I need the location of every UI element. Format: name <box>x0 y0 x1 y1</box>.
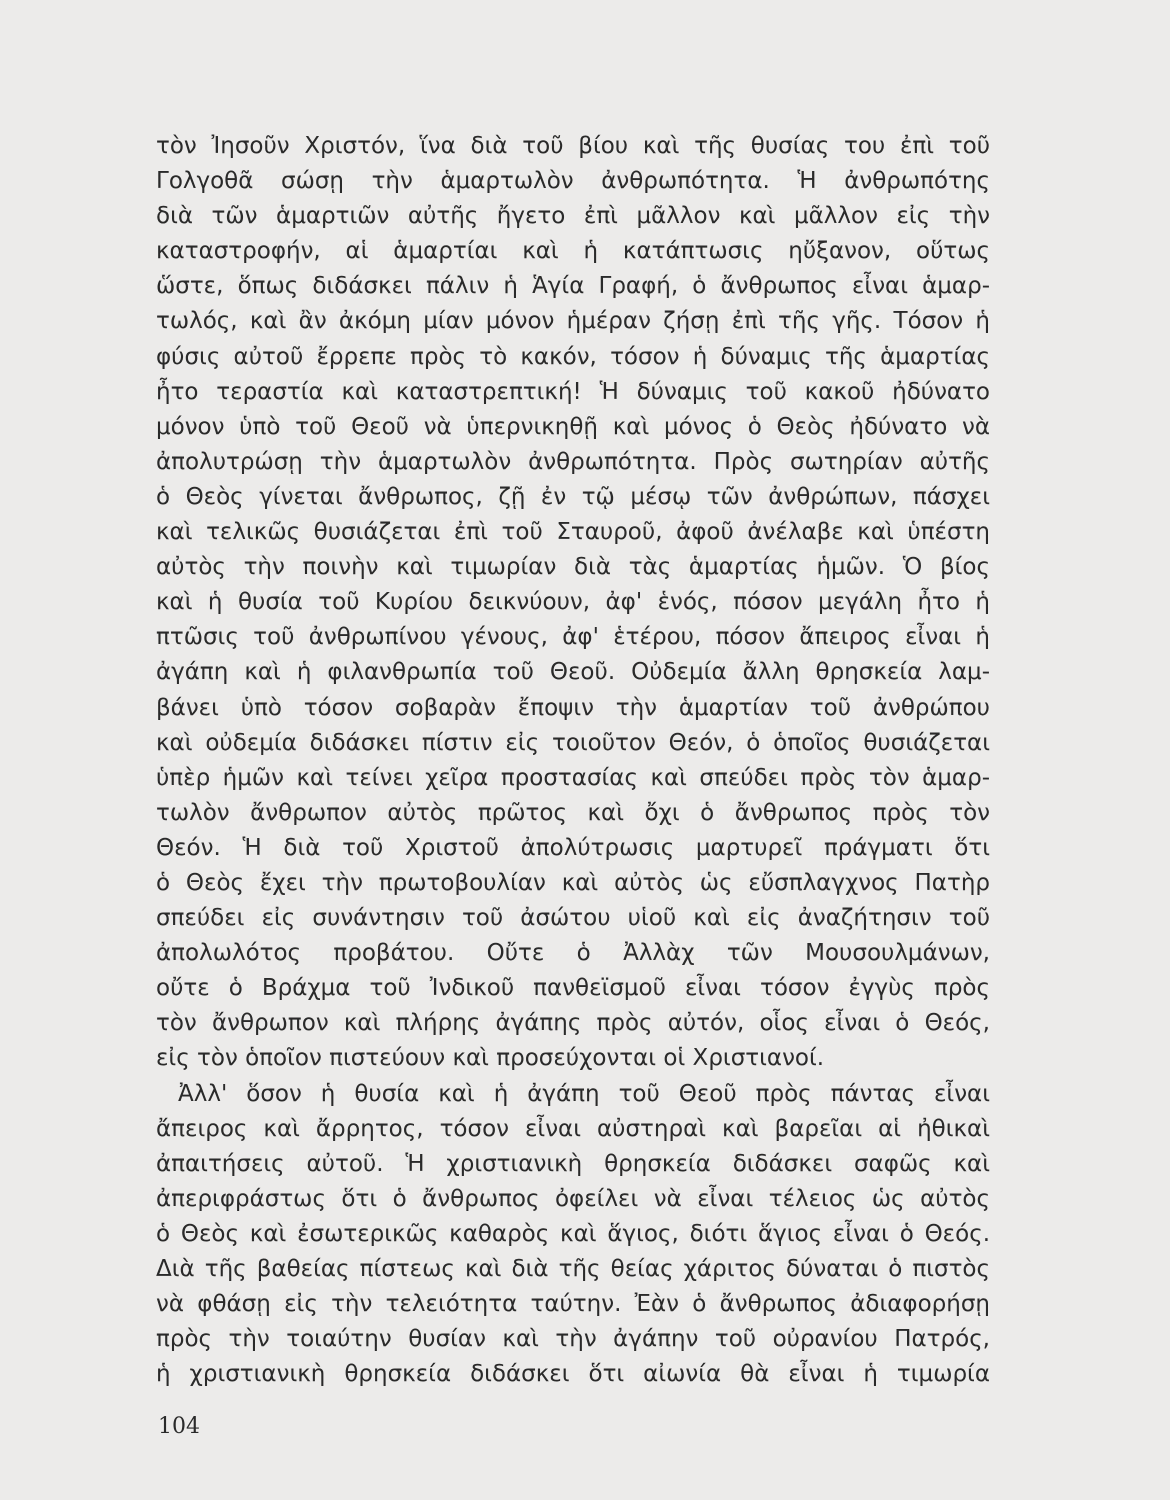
text-line: πτῶσις τοῦ ἀνθρωπίνου γένους, ἀφ' ἑτέρου, πόσον ἄπειρος εἶναι ἡ <box>156 624 990 651</box>
text-line: καταστροφήν, αἱ ἁμαρτίαι καὶ ἡ κατάπτωσις ηὔξανον, οὕτως <box>156 238 990 265</box>
text-line: πρὸς τὴν τοιαύτην θυσίαν καὶ τὴν ἀγάπην τοῦ οὐρανίου Πατρός, <box>156 1326 990 1353</box>
text-line: ὁ Θεὸς καὶ ἐσωτερικῶς καθαρὸς καὶ ἅγιος, διότι ἅγιος εἶναι ὁ Θεός. <box>156 1220 990 1247</box>
text-line: ὁ Θεὸς ἔχει τὴν πρωτοβουλίαν καὶ αὐτὸς ὡς εὔσπλαγχνος Πατὴρ <box>156 869 990 896</box>
text-line: αὐτὸς τὴν ποινὴν καὶ τιμωρίαν διὰ τὰς ἁμαρτίας ἡμῶν. Ὁ βίος <box>156 554 990 581</box>
text-line: καὶ τελικῶς θυσιάζεται ἐπὶ τοῦ Σταυροῦ, ἀφοῦ ἀνέλαβε καὶ ὑπέστη <box>156 519 990 546</box>
text-line: ἀπολυτρώσῃ τὴν ἁμαρτωλὸν ἀνθρωπότητα. Πρὸς σωτηρίαν αὐτῆς <box>156 448 990 475</box>
text-line: Διὰ τῆς βαθείας πίστεως καὶ διὰ τῆς θείας χάριτος δύναται ὁ πιστὸς <box>156 1256 990 1282</box>
text-line: καὶ ἡ θυσία τοῦ Κυρίου δεικνύουν, ἀφ' ἑνός, πόσον μεγάλη ἦτο ἡ <box>156 589 990 616</box>
text-line: ὑπὲρ ἡμῶν καὶ τείνει χεῖρα προστασίας καὶ σπεύδει πρὸς τὸν ἁμαρ- <box>156 764 990 791</box>
text-line: τωλός, καὶ ἂν ἀκόμη μίαν μόνον ἡμέραν ζήσῃ ἐπὶ τῆς γῆς. Τόσον ἡ <box>156 308 990 335</box>
text-line: σπεύδει εἰς συνάντησιν τοῦ ἀσώτου υἱοῦ καὶ εἰς ἀναζήτησιν τοῦ <box>156 905 990 932</box>
text-line: τωλὸν ἄνθρωπον αὐτὸς πρῶτος καὶ ὄχι ὁ ἄνθρωπος πρὸς τὸν <box>156 799 990 826</box>
text-line: ὁ Θεὸς γίνεται ἄνθρωπος, ζῇ ἐν τῷ μέσῳ τῶν ἀνθρώπων, πάσχει <box>156 483 990 510</box>
text-line: μόνον ὑπὸ τοῦ Θεοῦ νὰ ὑπερνικηθῇ καὶ μόνος ὁ Θεὸς ἠδύνατο νὰ <box>156 413 990 440</box>
text-line: ὥστε, ὅπως διδάσκει πάλιν ἡ Ἁγία Γραφή, ὁ ἄνθρωπος εἶναι ἁμαρ- <box>156 273 990 300</box>
text-line: ἀγάπη καὶ ἡ φιλανθρωπία τοῦ Θεοῦ. Οὐδεμία ἄλλη θρησκεία λαμ- <box>156 659 990 686</box>
text-line: βάνει ὑπὸ τόσον σοβαρὰν ἔποψιν τὴν ἁμαρτίαν τοῦ ἀνθρώπου <box>156 694 990 721</box>
text-line: οὔτε ὁ Βράχμα τοῦ Ἰνδικοῦ πανθεϊσμοῦ εἶναι τόσον ἐγγὺς πρὸς <box>156 975 990 1002</box>
text-line: ἀπεριφράστως ὅτι ὁ ἄνθρωπος ὀφείλει νὰ εἶναι τέλειος ὡς αὐτὸς <box>156 1185 990 1212</box>
text-line: διὰ τῶν ἁμαρτιῶν αὐτῆς ἤγετο ἐπὶ μᾶλλον καὶ μᾶλλον εἰς τὴν <box>156 203 990 230</box>
text-line: τὸν ἄνθρωπον καὶ πλήρης ἀγάπης πρὸς αὐτόν, οἷος εἶναι ὁ Θεός, <box>156 1010 990 1037</box>
text-line: ἀπολωλότος προβάτου. Οὔτε ὁ Ἀλλὰχ τῶν Μουσουλμάνων, <box>156 940 990 967</box>
text-line: ἀπαιτήσεις αὐτοῦ. Ἡ χριστιανικὴ θρησκεία διδάσκει σαφῶς καὶ <box>156 1150 990 1177</box>
text-line: καὶ οὐδεμία διδάσκει πίστιν εἰς τοιοῦτον Θεόν, ὁ ὁποῖος θυσιάζεται <box>156 729 990 756</box>
text-line: ἡ χριστιανικὴ θρησκεία διδάσκει ὅτι αἰωνία θὰ εἶναι ἡ τιμωρία <box>156 1361 990 1388</box>
paragraph-first-line: Ἀλλ' ὅσον ἡ θυσία καὶ ἡ ἀγάπη τοῦ Θεοῦ πρὸς πάντας εἶναι <box>178 1080 990 1107</box>
page-number: 104 <box>158 1414 200 1439</box>
text-line: Θεόν. Ἡ διὰ τοῦ Χριστοῦ ἀπολύτρωσις μαρτυρεῖ πράγματι ὅτι <box>156 834 990 861</box>
text-line: Γολγοθᾶ σώσῃ τὴν ἁμαρτωλὸν ἀνθρωπότητα. Ἡ ἀνθρωπότης <box>156 168 990 195</box>
paragraph-last-line: εἰς τὸν ὁποῖον πιστεύουν καὶ προσεύχονται οἱ Χριστιανοί. <box>156 1045 825 1072</box>
text-line: ἦτο τεραστία καὶ καταστρεπτική! Ἡ δύναμις τοῦ κακοῦ ἠδύνατο <box>156 378 990 405</box>
body-text <box>156 129 990 1392</box>
text-line: τὸν Ἰησοῦν Χριστόν, ἵνα διὰ τοῦ βίου καὶ τῆς θυσίας του ἐπὶ τοῦ <box>156 133 990 159</box>
text-line: νὰ φθάσῃ εἰς τὴν τελειότητα ταύτην. Ἐὰν ὁ ἄνθρωπος ἀδιαφορήσῃ <box>156 1291 990 1318</box>
text-line: φύσις αὐτοῦ ἔρρεπε πρὸς τὸ κακόν, τόσον ἡ δύναμις τῆς ἁμαρτίας <box>156 343 990 370</box>
text-line: ἄπειρος καὶ ἄρρητος, τόσον εἶναι αὐστηραὶ καὶ βαρεῖαι αἱ ἠθικαὶ <box>156 1115 990 1142</box>
